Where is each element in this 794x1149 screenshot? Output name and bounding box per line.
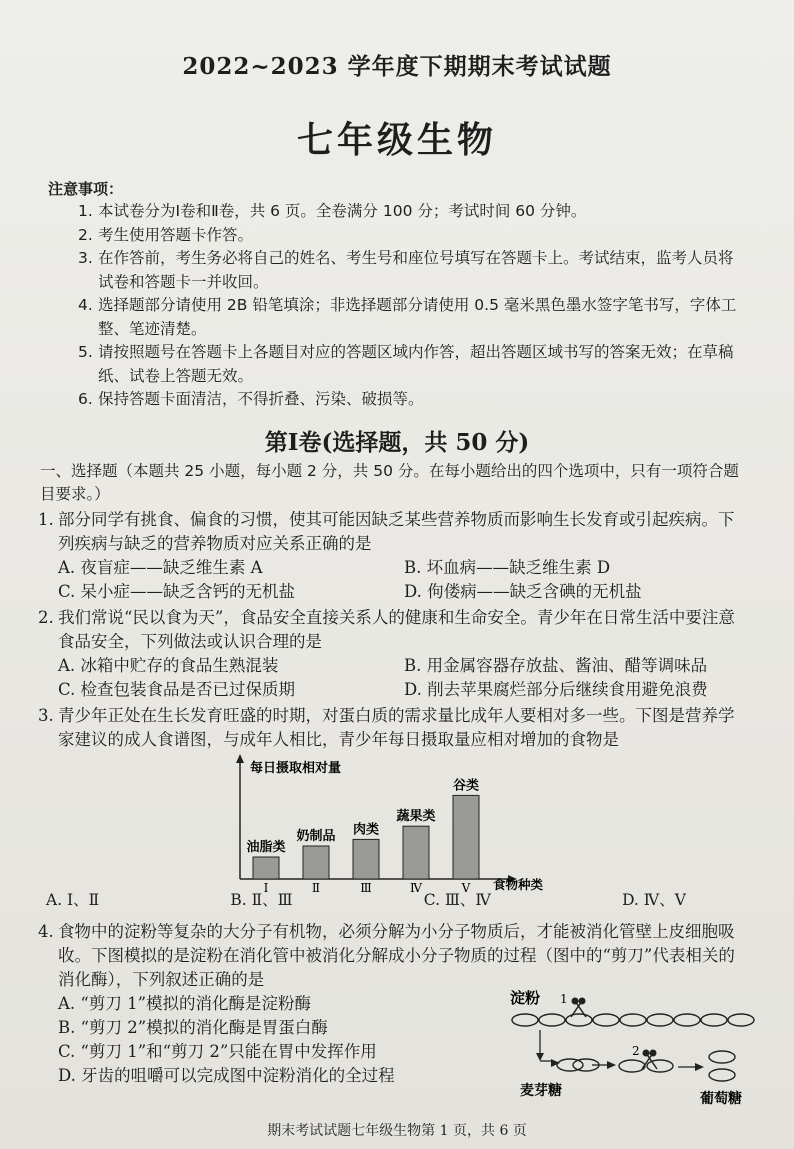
option-c: C. 呆小症——缺乏含钙的无机盐 (58, 582, 296, 601)
glucose-unit (512, 1014, 538, 1026)
notice-list (78, 200, 748, 412)
bar-2 (303, 846, 329, 879)
page-footer: 期末考试试题七年级生物第 1 页，共 6 页 (267, 1123, 527, 1139)
question-stem: 我们常说“民以食为天”，食品安全直接关系人的健康和生命安全。青少年在日常生活中要注意食品安全，下列做法或认识合理的是 (58, 608, 735, 651)
question-stem: 青少年正处在生长发育旺盛的时期，对蛋白质的需求量比成年人要相对多一些。下图是营养学家建议的成人食谱图，与成年人相比，青少年每日摄取量应相对增加的食物是 (58, 706, 735, 749)
x-tick-label: Ⅱ (311, 881, 321, 892)
starch-label: 淀粉 (510, 989, 541, 1007)
glucose-unit (674, 1014, 700, 1026)
question-stem: 部分同学有挑食、偏食的习惯，使其可能因缺乏某些营养物质而影响生长发育或引起疾病。下列疾病与缺乏的营养物质对应关系正确的是 (58, 510, 735, 553)
y-axis-arrow (236, 754, 244, 763)
x-tick-label: Ⅲ (360, 881, 372, 892)
question-3 (38, 704, 750, 752)
notice-item (78, 224, 748, 248)
notice-text: 本试卷分为Ⅰ卷和Ⅱ卷，共 6 页。全卷满分 100 分；考试时间 60 分钟。 (98, 202, 587, 220)
arrow-head (607, 1061, 616, 1069)
glucose-unit (728, 1014, 754, 1026)
glucose-unit (557, 1059, 583, 1071)
option-b: B. 坏血病——缺乏维生素 D (404, 558, 611, 577)
bar-label: 谷类 (452, 778, 480, 794)
x-tick-label: Ⅰ (263, 881, 269, 892)
arrow-head (536, 1053, 544, 1061)
bar-3 (353, 839, 379, 879)
notice-number: 1. (78, 202, 93, 220)
glucose-unit (593, 1014, 619, 1026)
notice-text: 在作答前，考生务必将自己的姓名、考生号和座位号填写在答题卡上。考试结束，监考人员将试卷和答题卡一并收回。 (98, 249, 734, 291)
glucose-unit (709, 1069, 735, 1081)
maltose-pair (619, 1060, 673, 1072)
arrow-head (551, 1059, 560, 1067)
notice-item (78, 247, 748, 294)
notice-item (78, 341, 748, 388)
glucose-unit (619, 1060, 645, 1072)
section-title: 第Ⅰ卷(选择题，共 50 分) (264, 429, 530, 456)
starch-chain (512, 1014, 754, 1026)
notice-item (78, 388, 748, 412)
food-bar-chart (225, 752, 555, 892)
option-d: D. 削去苹果腐烂部分后继续食用避免浪费 (404, 680, 708, 699)
notice-text: 保持答题卡面清洁，不得折叠、污染、破损等。 (98, 390, 424, 408)
starch-digestion-diagram (500, 985, 770, 1110)
y-axis-label: 每日摄取相对量 (250, 761, 342, 776)
option-b: B. “剪刀 2”模拟的消化酶是胃蛋白酶 (58, 1018, 328, 1037)
glucose-unit (539, 1014, 565, 1026)
question-stem: 食物中的淀粉等复杂的大分子有机物，必须分解为小分子物质后，才能被消化管壁上皮细胞吸收。下图模拟的是淀粉在消化管中被消化分解成小分子物质的过程（图中的“剪刀”代表相关的消化酶），下列叙述正确的是 (58, 922, 735, 989)
option-a: A. Ⅰ、Ⅱ (46, 891, 100, 909)
part-intro: 一、选择题（本题共 25 小题，每小题 2 分，共 50 分。在每小题给出的四个选项中，只有一项符合题目要求。） (40, 462, 739, 503)
glucose-label: 葡萄糖 (700, 1091, 742, 1107)
question-number: 4. (38, 922, 54, 941)
bar-label: 肉类 (352, 822, 380, 838)
notice-text: 请按照题号在答题卡上各题目对应的答题区域内作答，超出答题区域书写的答案无效；在草稿纸、试卷上答题无效。 (98, 343, 734, 385)
glucose-unit (709, 1051, 735, 1063)
scissor-2-number: 2 (632, 1044, 640, 1058)
notice-heading: 注意事项： (48, 180, 124, 198)
option-d: D. 佝偻病——缺乏含碘的无机盐 (404, 582, 642, 601)
option-a: A. “剪刀 1”模拟的消化酶是淀粉酶 (58, 994, 312, 1013)
arrow-head (695, 1063, 704, 1071)
glucose-unit (566, 1014, 592, 1026)
notice-text: 考生使用答题卡作答。 (98, 225, 254, 244)
notice-number: 6. (78, 390, 93, 408)
bar-label: 蔬果类 (396, 809, 436, 825)
notice-text: 选择题部分请使用 2B 铅笔填涂；非选择题部分请使用 0.5 毫米黑色墨水签字笔书写，字体工整、笔迹清楚。 (98, 296, 737, 338)
exam-title: 2022~2023 学年度下期期末考试试题 (182, 53, 612, 80)
option-b: B. 用金属容器存放盐、酱油、醋等调味品 (404, 656, 708, 675)
notice-number: 2. (78, 225, 93, 244)
option-a: A. 冰箱中贮存的食品生熟混装 (58, 656, 279, 675)
bar-label: 油脂类 (246, 840, 286, 855)
bar-4 (403, 826, 429, 879)
option-d: D. Ⅳ、Ⅴ (622, 891, 686, 909)
notice-item (78, 200, 748, 224)
x-tick-label: Ⅳ (410, 881, 422, 892)
question-1 (38, 508, 750, 604)
maltose-label: 麦芽糖 (520, 1083, 562, 1099)
question-3-options (46, 888, 686, 910)
scissor-2-icon (632, 1044, 657, 1069)
option-d: D. 牙齿的咀嚼可以完成图中淀粉消化的全过程 (58, 1066, 395, 1085)
x-axis-label: 食物种类 (493, 877, 544, 892)
notice-number: 5. (78, 343, 93, 361)
notice-number: 3. (78, 249, 93, 267)
option-c: C. Ⅲ、Ⅳ (423, 891, 491, 909)
glucose-unit (701, 1014, 727, 1026)
question-number: 3. (38, 706, 54, 725)
glucose-unit (647, 1060, 673, 1072)
option-a: A. 夜盲症——缺乏维生素 A (58, 558, 263, 577)
glucose-units (709, 1051, 735, 1081)
bar-1 (253, 857, 279, 879)
question-number: 2. (38, 608, 54, 627)
glucose-unit (647, 1014, 673, 1026)
option-c: C. 检查包装食品是否已过保质期 (58, 680, 296, 699)
bar-5 (453, 795, 479, 879)
scissor-1-icon (560, 992, 586, 1017)
question-number: 1. (38, 510, 54, 529)
subject-title: 七年级生物 (296, 119, 497, 161)
notice-number: 4. (78, 296, 93, 314)
bar-label: 奶制品 (296, 829, 336, 844)
scissor-1-number: 1 (560, 992, 568, 1006)
glucose-unit (620, 1014, 646, 1026)
question-2 (38, 606, 750, 702)
notice-item (78, 294, 748, 341)
option-b: B. Ⅱ、Ⅲ (230, 891, 293, 909)
option-c: C. “剪刀 1”和“剪刀 2”只能在胃中发挥作用 (58, 1042, 377, 1061)
x-tick-label: Ⅴ (461, 881, 471, 892)
